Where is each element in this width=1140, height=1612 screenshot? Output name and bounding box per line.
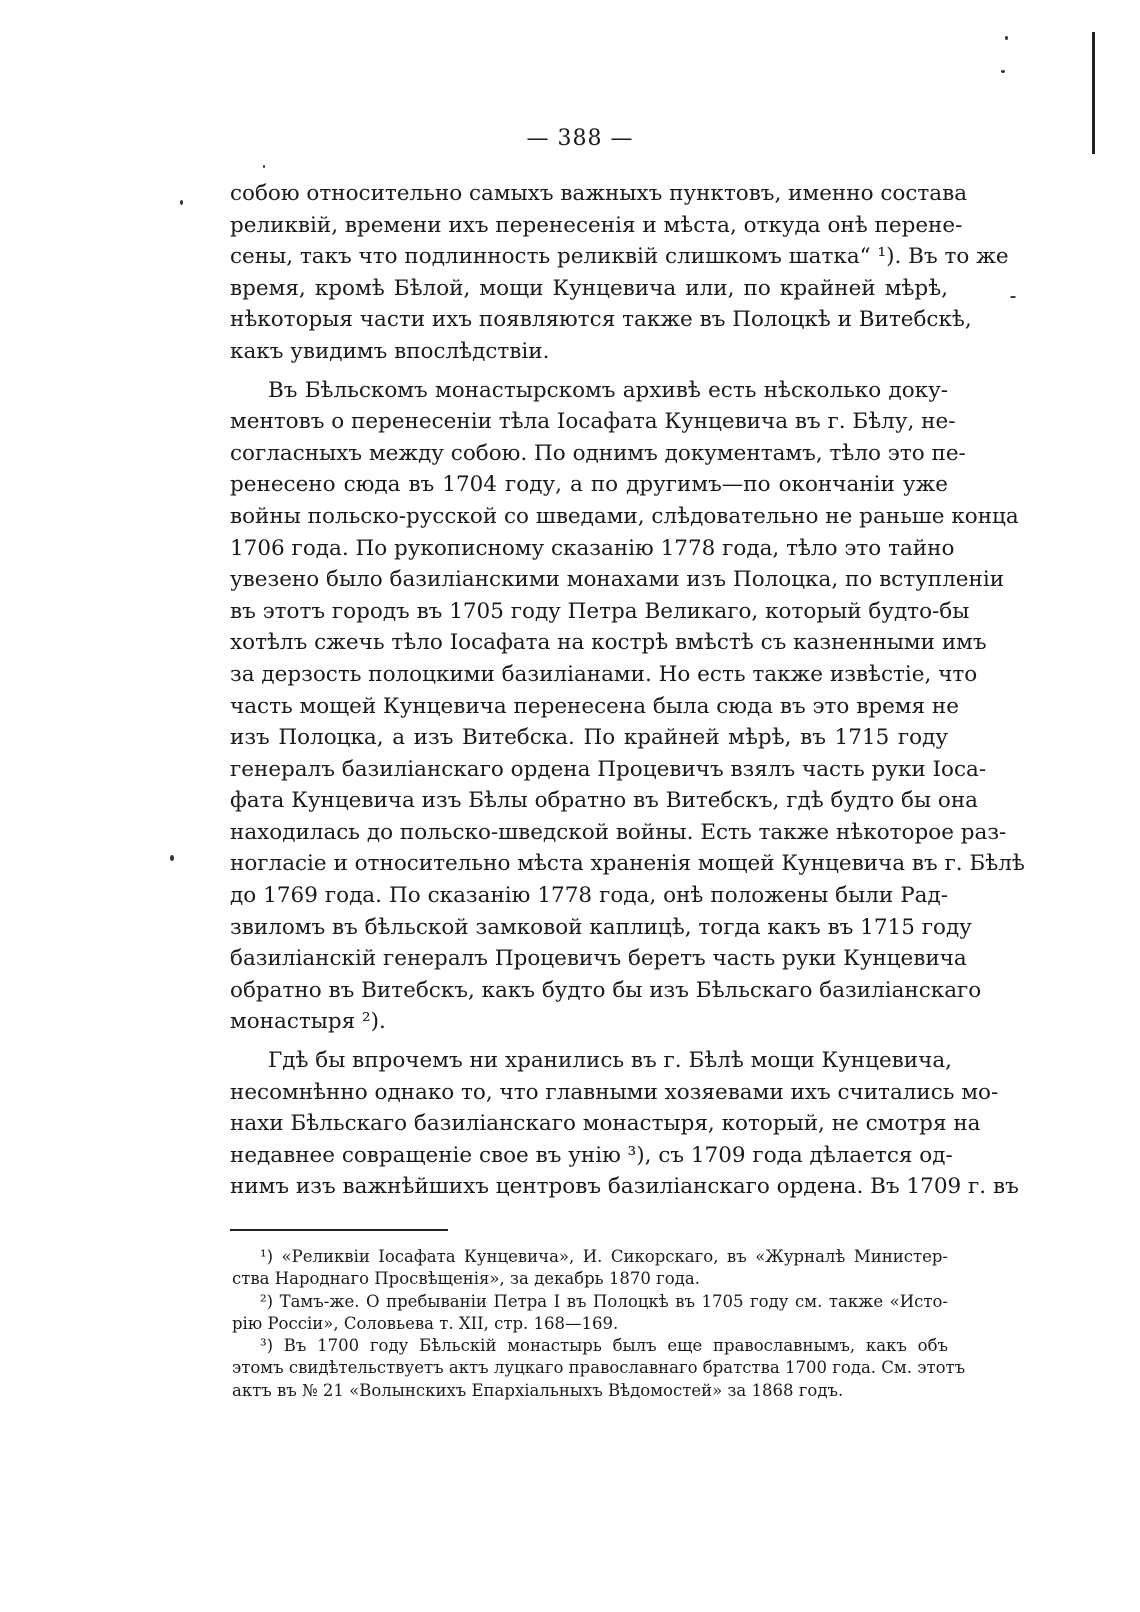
- text-line: согласныхъ между собою. По однимъ документамъ, тѣло это пе-: [230, 440, 966, 466]
- text-line: изъ Полоцка, а изъ Витебска. По крайней мѣрѣ, въ 1715 году: [230, 725, 948, 751]
- text-line: часть мощей Кунцевича перенесена была сюда въ это время не: [230, 693, 959, 719]
- text-line: генералъ базиліанскаго ордена Процевичъ взялъ часть руки Іоса-: [230, 756, 987, 782]
- text-line: нахи Бѣльскаго базиліанскаго монастыря, который, не смотря на: [230, 1111, 981, 1137]
- text-line: Гдѣ бы впрочемъ ни хранились въ г. Бѣлѣ мощи Кунцевича,: [268, 1048, 952, 1074]
- text-line: фата Кунцевича изъ Бѣлы обратно въ Витебскъ, гдѣ будто бы она: [230, 788, 978, 814]
- body-text: [230, 178, 1025, 1203]
- paragraph: [230, 178, 1009, 368]
- text-line: какъ увидимъ впослѣдствіи.: [230, 338, 550, 364]
- text-line: обратно въ Витебскъ, какъ будто бы изъ Бѣльскаго базиліанскаго: [230, 977, 982, 1003]
- paragraph-gap: [230, 1038, 948, 1045]
- footnote: [232, 1335, 966, 1402]
- scan-speck: [1010, 296, 1016, 298]
- text-line: реликвій, времени ихъ перенесенія и мѣста, откуда онѣ перене-: [230, 212, 963, 238]
- footnote-line: этомъ свидѣтельствуетъ актъ луцкаго православнаго братства 1700 года. См. этотъ: [232, 1358, 966, 1378]
- paragraph: [230, 1045, 1019, 1203]
- scan-speck: [170, 855, 174, 861]
- text-line: звиломъ въ бѣльской замковой каплицѣ, тогда какъ въ 1715 году: [230, 914, 972, 940]
- text-line: нимъ изъ важнѣйшихъ центровъ базиліанскаго ордена. Въ 1709 г. въ: [230, 1174, 1019, 1200]
- text-line: нѣкоторыя части ихъ появляются также въ Полоцкѣ и Витебскѣ,: [230, 307, 972, 333]
- text-line: ментовъ о перенесеніи тѣла Іосафата Кунцевича въ г. Бѣлу, не-: [230, 409, 956, 435]
- footnote-line: ¹) «Реликвіи Іосафата Кунцевича», И. Сикорскаго, въ «Журналѣ Министер-: [260, 1247, 948, 1266]
- scan-speck: [1001, 70, 1005, 73]
- scan-speck: [180, 200, 183, 205]
- text-line: до 1769 года. По сказанію 1778 года, онѣ положены были Рад-: [230, 883, 948, 909]
- footnote-line: рію Россіи», Соловьева т. XII, стр. 168—169.: [232, 1313, 619, 1333]
- text-line: войны польско-русской со шведами, слѣдовательно не раньше конца: [230, 503, 1019, 529]
- footnote: [232, 1246, 948, 1291]
- page-number: — 388 —: [526, 126, 634, 151]
- scan-speck: [263, 165, 265, 168]
- text-line: время, кромѣ Бѣлой, мощи Кунцевича или, по крайней мѣрѣ,: [230, 275, 948, 301]
- footnotes: [232, 1246, 966, 1402]
- footnote-line: актъ въ № 21 «Волынскихъ Епархіальныхъ Вѣдомостей» за 1868 годъ.: [232, 1380, 844, 1400]
- paragraph: [230, 375, 1025, 1038]
- text-line: базиліанскій генералъ Процевичъ беретъ часть руки Кунцевича: [230, 946, 967, 972]
- text-line: несомнѣнно однако то, что главными хозяевами ихъ считались мо-: [230, 1079, 999, 1105]
- text-line: 1706 года. По рукописному сказанію 1778 года, тѣло это тайно: [230, 535, 955, 561]
- footnote: [232, 1291, 948, 1336]
- text-line: за дерзость полоцкими базиліанами. Но есть также извѣстіе, что: [230, 661, 978, 687]
- text-line: ногласіе и относительно мѣста храненія мощей Кунцевича въ г. Бѣлѣ: [230, 851, 1025, 877]
- text-line: увезено было базиліанскими монахами изъ Полоцка, по вступленіи: [230, 567, 1005, 593]
- text-line: монастыря ²).: [230, 1009, 386, 1035]
- footnote-line: ²) Тамъ-же. О пребываніи Петра I въ Полоцкѣ въ 1705 году см. также «Исто-: [260, 1291, 948, 1311]
- text-line: Въ Бѣльскомъ монастырскомъ архивѣ есть нѣсколько доку-: [268, 377, 948, 403]
- text-line: недавнее совращеніе свое въ унію ³), съ 1709 года дѣлается од-: [230, 1142, 953, 1168]
- text-line: собою относительно самыхъ важныхъ пунктовъ, именно состава: [230, 181, 968, 206]
- footnote-divider: [230, 1229, 448, 1231]
- paragraph-gap: [230, 368, 948, 375]
- text-line: находилась до польско-шведской войны. Есть также нѣкоторое раз-: [230, 819, 1007, 845]
- text-line: сены, такъ что подлинность реликвій слишкомъ шатка“ ¹). Въ то же: [230, 244, 1009, 270]
- footnote-line: ³) Въ 1700 году Бѣльскій монастырь былъ еще православнымъ, какъ объ: [260, 1336, 948, 1356]
- scan-speck: [1005, 36, 1008, 40]
- footnote-line: ства Народнаго Просвѣщенія», за декабрь 1870 года.: [232, 1269, 700, 1289]
- text-line: хотѣлъ сжечь тѣло Іосафата на кострѣ вмѣстѣ съ казненными имъ: [230, 630, 987, 656]
- text-line: ренесено сюда въ 1704 году, а по другимъ—по окончаніи уже: [230, 472, 948, 498]
- text-line: въ этотъ городъ въ 1705 году Петра Великаго, который будто-бы: [230, 598, 970, 624]
